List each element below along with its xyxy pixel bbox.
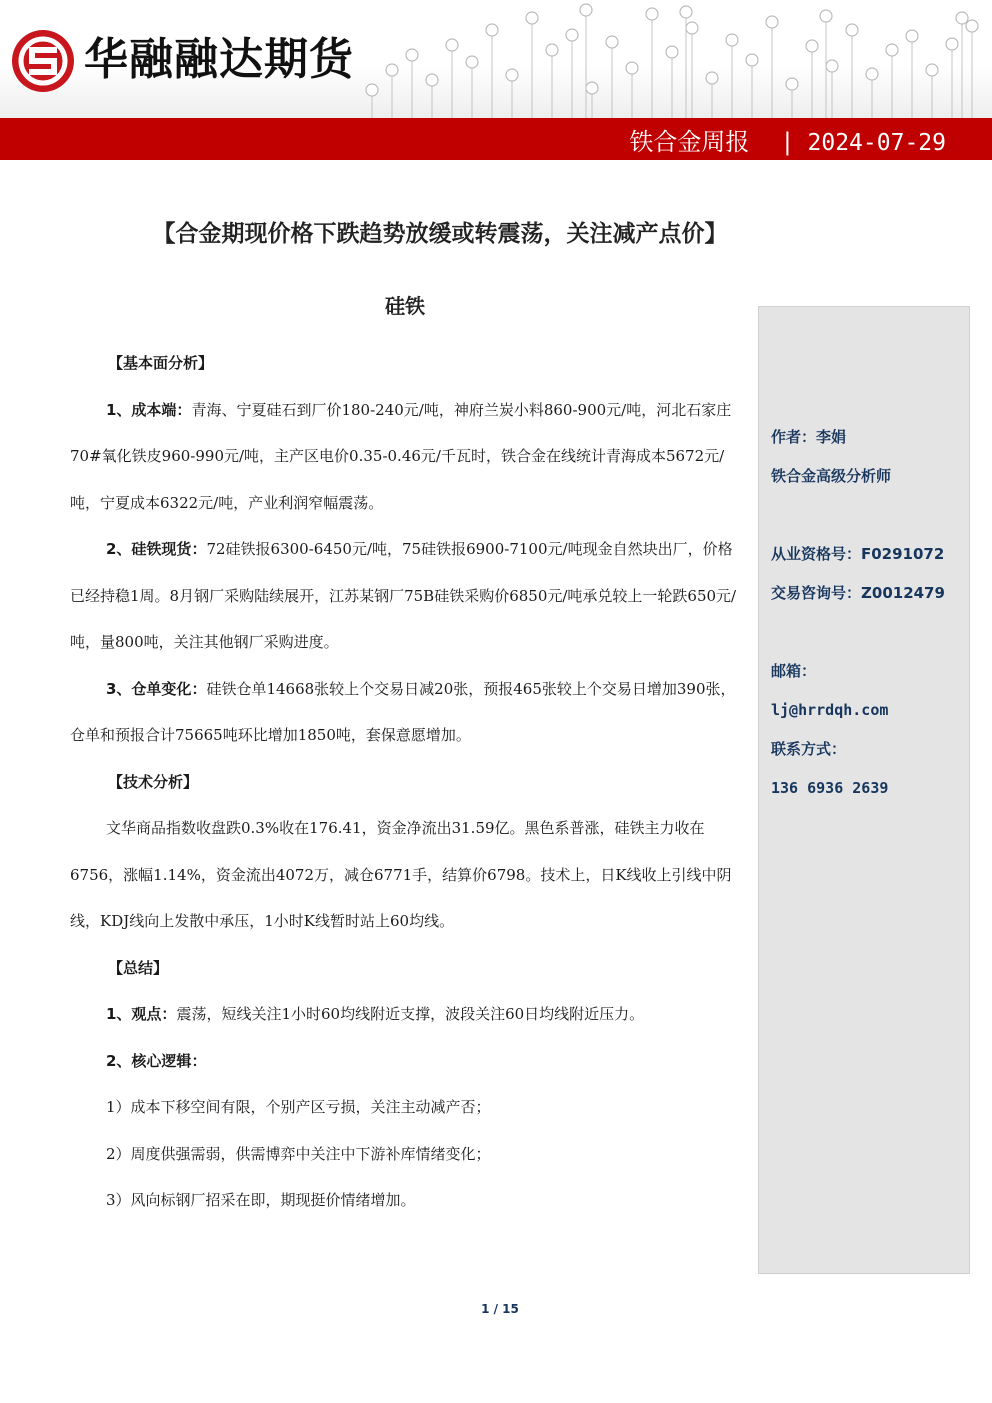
decoration-dot [820, 10, 832, 22]
decoration-dot [526, 12, 538, 24]
fundamental-heading: 【基本面分析】 [108, 354, 214, 372]
logic-label: 2、核心逻辑： [106, 1051, 207, 1070]
decoration-dot [726, 34, 738, 46]
contact-label: 联系方式： [771, 740, 847, 758]
paragraph-view [70, 991, 740, 1038]
logic-item: 2）周度供强需弱，供需博弈中关注中下游补库情绪变化； [106, 1144, 491, 1163]
banner-separator: | [783, 128, 792, 156]
decoration-dot [580, 4, 592, 16]
company-logo [10, 28, 76, 94]
view-label: 1、观点： [106, 1005, 177, 1023]
decoration-dot [686, 22, 698, 34]
decoration-dot [646, 8, 658, 20]
decoration-dot [386, 64, 398, 76]
technical-heading: 【技术分析】 [108, 772, 199, 791]
spot-label: 2、硅铁现货： [106, 540, 207, 558]
company-name: 华融融达期货 [84, 34, 354, 85]
cost-text: 青海、宁夏硅石到厂价180-240元/吨，神府兰炭小料860-900元/吨，河北石家庄70#氧化铁皮960-990元/吨，主产区电价0.35-0.46元/千瓦时，铁合金在线统计青海成本5672元/吨，宁夏成本6322元/吨，产业利润窄幅震荡。 [70, 400, 732, 512]
page-header [0, 0, 992, 160]
decoration-dot [946, 38, 958, 50]
paragraph-warrant [70, 666, 740, 759]
decoration-dot [666, 46, 678, 58]
paragraph-cost [70, 387, 740, 527]
report-body [70, 340, 740, 1224]
report-title: 【合金期现价格下跌趋势放缓或转震荡，关注减产点价】 [152, 221, 728, 247]
report-date: 2024-07-29 [807, 130, 946, 156]
decoration-dot [926, 64, 938, 76]
decoration-dot [826, 60, 838, 72]
qualification-number: 从业资格号：F0291072 [771, 545, 945, 563]
decoration-dot [746, 54, 758, 66]
decoration-dot [366, 84, 378, 96]
decoration-dot [586, 82, 598, 94]
warrant-text: 硅铁仓单14668张较上个交易日减20张，预报465张较上个交易日增加390张，仓单和预报合计75665吨环比增加1850吨，套保意愿增加。 [70, 679, 736, 744]
decoration-dot [506, 69, 518, 81]
warrant-label: 3、仓单变化： [106, 679, 207, 698]
decoration-dot [866, 68, 878, 80]
author-sidebar [758, 306, 970, 1274]
decoration-dot [626, 62, 638, 74]
decoration-dot [906, 30, 918, 42]
decoration-dot [846, 24, 858, 36]
page-number: 1 / 15 [481, 1302, 519, 1316]
paragraph-logic [70, 1038, 740, 1085]
phone-number: 136 6936 2639 [771, 779, 889, 797]
email-address[interactable]: lj@hrrdqh.com [771, 701, 889, 719]
logic-item: 3）风向标钢厂招采在即，期现挺价情绪增加。 [106, 1191, 416, 1209]
decoration-dot [956, 12, 968, 24]
author-name: 作者：李娟 [771, 428, 847, 446]
report-subtitle: 硅铁 [385, 294, 425, 318]
cost-label: 1、成本端： [106, 400, 192, 419]
decoration-dot [466, 56, 478, 68]
decoration-dot [446, 39, 458, 51]
paragraph-technical: 文华商品指数收盘跌0.3%收在176.41，资金净流出31.59亿。黑色系普涨，硅铁主力收在6756，涨幅1.14%，资金流出4072万，减仓6771手，结算价6798。技术上，日K线收上引线中阴线，KDJ线向上发散中承压，1小时K线暂时站上60均线。 [70, 819, 732, 930]
view-text: 震荡，短线关注1小时60均线附近支撑，波段关注60日均线附近压力。 [176, 1005, 645, 1023]
report-name: 铁合金周报 [629, 128, 750, 156]
author-role: 铁合金高级分析师 [771, 467, 892, 485]
paragraph-spot [70, 526, 740, 666]
report-banner [0, 118, 992, 160]
decoration-dot [786, 78, 798, 90]
summary-heading: 【总结】 [108, 958, 169, 977]
decoration-dot [680, 6, 692, 18]
decoration-dot [606, 36, 618, 48]
email-label: 邮箱： [771, 662, 817, 680]
spot-text: 72硅铁报6300-6450元/吨，75硅铁报6900-7100元/吨现金自然块出厂，价格已经持稳1周。8月钢厂采购陆续展开，江苏某钢厂75B硅铁采购价6850元/吨承兑较上一轮跌650元/吨，量800吨，关注其他钢厂采购进度。 [70, 540, 737, 651]
decoration-dot [706, 72, 718, 84]
decoration-dot [406, 49, 418, 61]
consulting-number: 交易咨询号：Z0012479 [771, 584, 945, 602]
decoration-dot [546, 44, 558, 56]
decoration-dot [966, 20, 978, 32]
decoration-dot [806, 40, 818, 52]
decoration-dot [566, 29, 578, 41]
logic-item: 1）成本下移空间有限，个别产区亏损，关注主动减产否； [106, 1098, 491, 1116]
decoration-dot [426, 74, 438, 86]
decoration-dot [886, 44, 898, 56]
decoration-dot [486, 24, 498, 36]
decoration-dot [766, 16, 778, 28]
